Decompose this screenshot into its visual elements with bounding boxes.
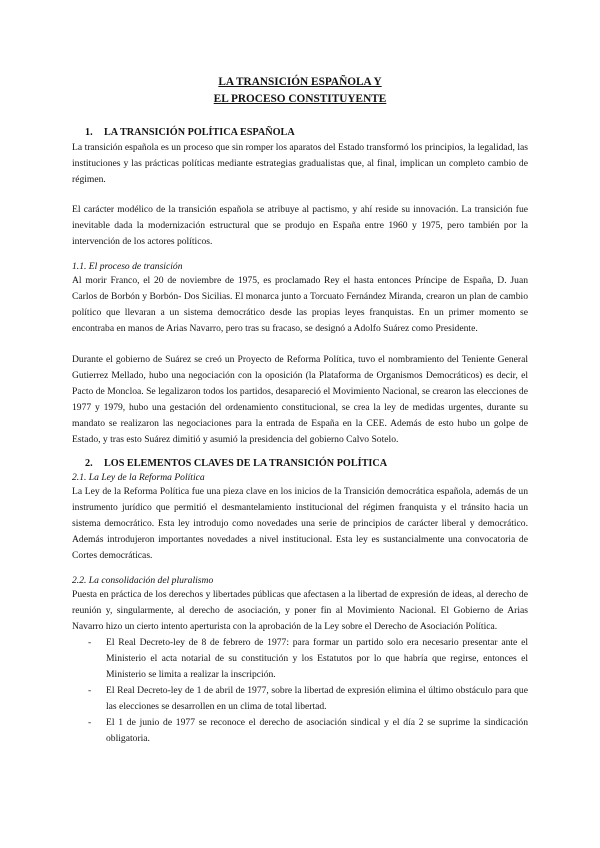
document-title-line-2: EL PROCESO CONSTITUYENTE [213, 93, 387, 105]
document-title-line-1: LA TRANSICIÓN ESPAÑOLA Y [218, 76, 382, 88]
bullet-dash: - [88, 685, 92, 696]
list-item [72, 715, 528, 747]
list-item [72, 635, 528, 683]
section-1-paragraph-1: La transición española es un proceso que sin romper los aparatos del Estado transformó los principios, la legalidad, las instituciones y las prácticas políticas mediante estrategias gradualistas que, al final, implican un completo cambio de régimen. [72, 142, 528, 185]
subsection-1-1-paragraph-2: Durante el gobierno de Suárez se creó un Proyecto de Reforma Política, tuvo el nombramiento del Teniente General Gutierrez Mellado, hubo una negociación con la oposición (la Plataforma de Organismos Democráticos) es decir, el Pacto de Moncloa. Se legalizaron todos los partidos, desapareció el Movimiento Nacional, se crearon las elecciones de 1977 y 1979, hubo una gestación del ordenamiento constitucional, se crea la ley de medidas urgentes, durante su mandato se realizaron las negociaciones para la entrada de España en la CEE. Además de esto hubo un golpe de Estado, y tras esto Suárez dimitió y asumió la presidencia del gobierno Calvo Sotelo. [72, 354, 528, 445]
bullet-dash: - [88, 717, 92, 728]
list-item-text: El Real Decreto-ley de 8 de febrero de 1977: para formar un partido solo era necesario presentar ante el Ministerio el acta notarial de su constitución y los Estatutos por lo que habría que regirse, entonces el Ministerio se limita a realizar la inscripción. [106, 637, 528, 680]
subsection-2-1-heading: 2.1. La Ley de la Reforma Política [72, 472, 205, 483]
subsection-2-2-paragraph: Puesta en práctica de los derechos y libertades públicas que afectasen a la libertad de expresión de ideas, al derecho de reunión y, singularmente, al derecho de asociación, y poner fin al Movimiento Nacional. El Gobierno de Arias Navarro hizo un cierto intento aperturista con la aprobación de la Ley sobre el Derecho de Asociación Política. [72, 589, 528, 632]
section-1-heading [72, 126, 528, 140]
list-item [72, 683, 528, 715]
section-1-title: LA TRANSICIÓN POLÍTICA ESPAÑOLA [104, 127, 295, 138]
section-1-paragraph-2: El carácter modélico de la transición española se atribuye al pactismo, y ahí reside su innovación. La transición fue inevitable dada la modernización estructural que se produjo en España entre 1960 y 1975, pero también por la intervención de los actores políticos. [72, 204, 528, 247]
section-2-title: LOS ELEMENTOS CLAVES DE LA TRANSICIÓN POLÍTICA [104, 458, 388, 469]
section-2-number: 2. [85, 458, 93, 469]
document-page [72, 72, 528, 747]
list-item-text: El Real Decreto-ley de 1 de abril de 1977, sobre la libertad de expresión elimina el último obstáculo para que las elecciones se desarrollen en un clima de total libertad. [106, 685, 528, 712]
subsection-2-1-paragraph: La Ley de la Reforma Política fue una pieza clave en los inicios de la Transición democrática española, además de un instrumento jurídico que permitió el desmantelamiento institucional del régimen franquista y el tránsito hacia un sistema democrático. Esta ley introdujo como novedades una serie de principios de carácter liberal y democrático. Además introdujeron importantes novedades a nivel institucional. Esta ley es sustancialmente una convocatoria de Cortes democráticas. [72, 486, 528, 561]
list-item-text: El 1 de junio de 1977 se reconoce el derecho de asociación sindical y el día 2 se suprime la sindicación obligatoria. [106, 717, 528, 744]
subsection-1-1-heading: 1.1. El proceso de transición [72, 261, 183, 272]
bullet-list [72, 635, 528, 747]
subsection-2-2-heading: 2.2. La consolidación del pluralismo [72, 575, 214, 586]
section-1-number: 1. [85, 127, 93, 138]
section-2-heading [72, 457, 528, 471]
subsection-1-1-paragraph-1: Al morir Franco, el 20 de noviembre de 1975, es proclamado Rey el hasta entonces Príncipe de España, D. Juan Carlos de Borbón y Borbón- Dos Sicilias. El monarca junto a Torcuato Fernández Miranda, crearon un plan de cambio político que llevaran a un sistema democrático desde las propias leyes franquistas. En un primer momento se encontraba en manos de Arias Navarro, pero tras su fracaso, se designó a Adolfo Suárez como Presidente. [72, 275, 528, 334]
bullet-dash: - [88, 637, 92, 648]
